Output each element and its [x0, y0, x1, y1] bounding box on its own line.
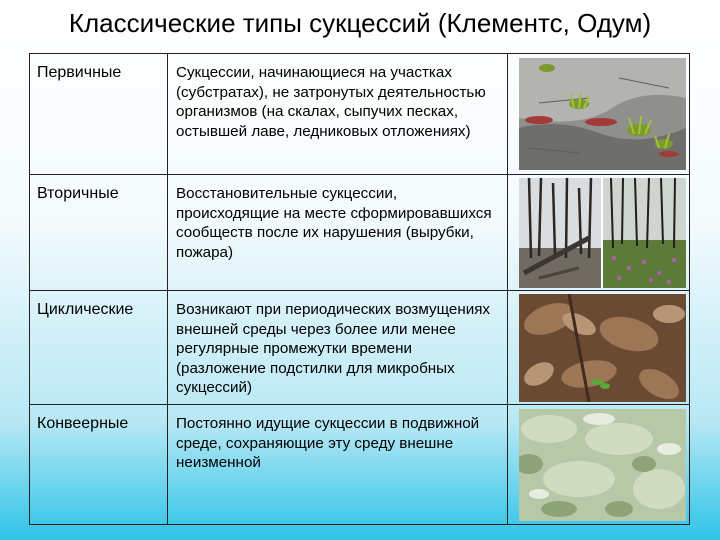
succession-description: Возникают при периодических возмущениях внешней среды через более или менее регулярные промежутки времени (разложение подстилки для микробных сукцессий) [176, 301, 491, 397]
rock-with-plants-photo [519, 58, 686, 170]
table-row [30, 174, 689, 290]
succession-type: Первичные [37, 64, 122, 81]
algae-water-photo [519, 409, 686, 521]
leaf-litter-photo [519, 294, 686, 402]
table-row [30, 54, 689, 174]
succession-description: Восстановительные сукцессии, происходящие на месте сформировавшихся сообществ после их нарушения (вырубки, пожара) [176, 185, 492, 261]
succession-type: Циклические [37, 301, 134, 318]
succession-type: Конвеерные [37, 415, 129, 432]
burned-forest-photo [519, 178, 686, 288]
table-row [30, 404, 689, 524]
succession-type: Вторичные [37, 185, 119, 202]
table-row [30, 290, 689, 404]
succession-description: Сукцессии, начинающиеся на участках (субстратах), не затронутых деятельностью организмов (на скалах, сыпучих песках, остывшей лаве, ледниковых отложениях) [176, 64, 486, 140]
succession-description: Постоянно идущие сукцессии в подвижной среде, сохраняющие эту среду внешне неизменной [176, 415, 480, 472]
succession-table [29, 53, 690, 525]
slide-title: Классические типы сукцессий (Клементс, Одум) [68, 8, 652, 38]
